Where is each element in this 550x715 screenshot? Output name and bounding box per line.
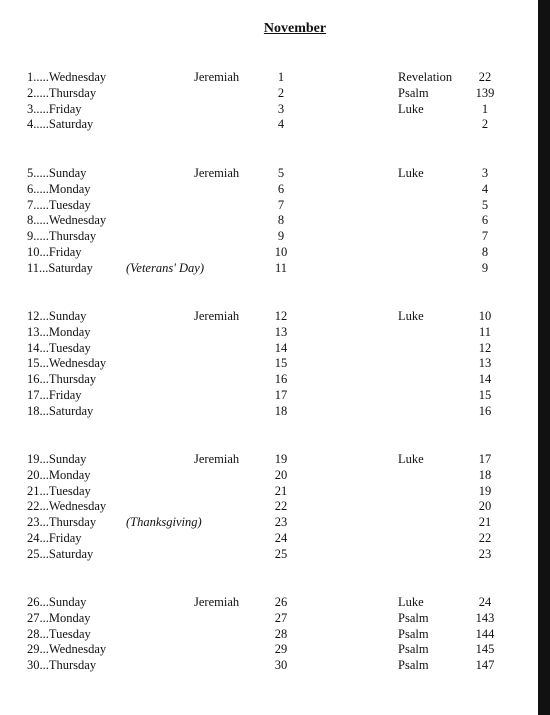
new-testament-book: Psalm (398, 86, 429, 100)
day-label: 12...Sunday (27, 309, 87, 323)
new-testament-chapter: 11 (478, 325, 492, 339)
schedule-row (0, 228, 538, 244)
new-testament-book: Luke (398, 595, 424, 609)
day-label: 27...Monday (27, 611, 91, 625)
old-testament-chapter: 9 (277, 229, 285, 243)
day-label: 1.....Wednesday (27, 70, 107, 84)
new-testament-book: Luke (398, 102, 424, 116)
new-testament-book: Luke (398, 309, 424, 323)
schedule-row (0, 308, 538, 324)
new-testament-chapter: 13 (478, 356, 492, 370)
schedule-row (0, 530, 538, 546)
old-testament-chapter: 12 (274, 309, 288, 323)
new-testament-book: Psalm (398, 611, 429, 625)
new-testament-chapter: 145 (475, 642, 495, 656)
day-label: 2.....Thursday (27, 86, 97, 100)
schedule-row (0, 181, 538, 197)
day-label: 29...Wednesday (27, 642, 107, 656)
schedule-row (0, 324, 538, 340)
new-testament-chapter: 23 (478, 547, 492, 561)
new-testament-chapter: 12 (478, 341, 492, 355)
old-testament-chapter: 22 (274, 499, 288, 513)
day-label: 15...Wednesday (27, 356, 107, 370)
old-testament-chapter: 27 (274, 611, 288, 625)
day-label: 28...Tuesday (27, 627, 91, 641)
new-testament-chapter: 3 (481, 166, 489, 180)
holiday-note: (Thanksgiving) (126, 515, 202, 529)
schedule-row (0, 260, 538, 276)
schedule-row (0, 514, 538, 530)
old-testament-chapter: 26 (274, 595, 288, 609)
schedule-row (0, 451, 538, 467)
new-testament-chapter: 21 (478, 515, 492, 529)
old-testament-chapter: 7 (277, 198, 285, 212)
new-testament-chapter: 16 (478, 404, 492, 418)
old-testament-chapter: 10 (274, 245, 288, 259)
new-testament-chapter: 24 (478, 595, 492, 609)
day-label: 11...Saturday (27, 261, 93, 275)
old-testament-chapter: 20 (274, 468, 288, 482)
schedule-row (0, 610, 538, 626)
new-testament-chapter: 8 (481, 245, 489, 259)
old-testament-book: Jeremiah (194, 309, 240, 323)
day-label: 14...Tuesday (27, 341, 91, 355)
schedule-row (0, 403, 538, 419)
old-testament-chapter: 25 (274, 547, 288, 561)
new-testament-chapter: 9 (481, 261, 489, 275)
schedule-row (0, 483, 538, 499)
old-testament-chapter: 29 (274, 642, 288, 656)
new-testament-chapter: 7 (481, 229, 489, 243)
day-label: 21...Tuesday (27, 484, 91, 498)
old-testament-chapter: 8 (277, 213, 285, 227)
old-testament-book: Jeremiah (194, 166, 240, 180)
new-testament-chapter: 147 (475, 658, 495, 672)
old-testament-chapter: 15 (274, 356, 288, 370)
day-label: 8.....Wednesday (27, 213, 107, 227)
new-testament-chapter: 144 (475, 627, 495, 641)
schedule-row (0, 594, 538, 610)
new-testament-chapter: 143 (475, 611, 495, 625)
schedule-row (0, 69, 538, 85)
new-testament-chapter: 2 (481, 117, 489, 131)
day-label: 26...Sunday (27, 595, 87, 609)
schedule-row (0, 165, 538, 181)
day-label: 13...Monday (27, 325, 91, 339)
day-label: 6.....Monday (27, 182, 91, 196)
old-testament-chapter: 19 (274, 452, 288, 466)
old-testament-chapter: 14 (274, 341, 288, 355)
old-testament-chapter: 23 (274, 515, 288, 529)
old-testament-book: Jeremiah (194, 452, 240, 466)
schedule-row (0, 371, 538, 387)
schedule-row (0, 626, 538, 642)
day-label: 7.....Tuesday (27, 198, 91, 212)
schedule-row (0, 467, 538, 483)
new-testament-chapter: 1 (481, 102, 489, 116)
schedule-row (0, 387, 538, 403)
new-testament-chapter: 4 (481, 182, 489, 196)
old-testament-chapter: 4 (277, 117, 285, 131)
new-testament-chapter: 22 (478, 70, 492, 84)
new-testament-book: Psalm (398, 627, 429, 641)
schedule-row (0, 197, 538, 213)
old-testament-chapter: 11 (274, 261, 288, 275)
day-label: 22...Wednesday (27, 499, 107, 513)
schedule-row (0, 212, 538, 228)
new-testament-book: Psalm (398, 658, 429, 672)
day-label: 23...Thursday (27, 515, 97, 529)
old-testament-chapter: 16 (274, 372, 288, 386)
day-label: 18...Saturday (27, 404, 94, 418)
new-testament-chapter: 19 (478, 484, 492, 498)
new-testament-chapter: 14 (478, 372, 492, 386)
scan-edge (538, 0, 550, 715)
schedule-row (0, 340, 538, 356)
day-label: 19...Sunday (27, 452, 87, 466)
day-label: 24...Friday (27, 531, 82, 545)
old-testament-chapter: 28 (274, 627, 288, 641)
schedule-row (0, 355, 538, 371)
old-testament-chapter: 24 (274, 531, 288, 545)
day-label: 4.....Saturday (27, 117, 94, 131)
old-testament-chapter: 3 (277, 102, 285, 116)
old-testament-chapter: 5 (277, 166, 285, 180)
new-testament-chapter: 5 (481, 198, 489, 212)
old-testament-book: Jeremiah (194, 595, 240, 609)
old-testament-chapter: 18 (274, 404, 288, 418)
schedule-row (0, 641, 538, 657)
schedule-row (0, 101, 538, 117)
old-testament-book: Jeremiah (194, 70, 240, 84)
old-testament-chapter: 6 (277, 182, 285, 196)
schedule-row (0, 546, 538, 562)
holiday-note: (Veterans' Day) (126, 261, 204, 275)
old-testament-chapter: 17 (274, 388, 288, 402)
day-label: 9.....Thursday (27, 229, 97, 243)
new-testament-book: Luke (398, 452, 424, 466)
new-testament-chapter: 10 (478, 309, 492, 323)
new-testament-book: Psalm (398, 642, 429, 656)
schedule-row (0, 85, 538, 101)
day-label: 25...Saturday (27, 547, 94, 561)
day-label: 10...Friday (27, 245, 82, 259)
day-label: 16...Thursday (27, 372, 97, 386)
old-testament-chapter: 13 (274, 325, 288, 339)
new-testament-book: Revelation (398, 70, 453, 84)
day-label: 20...Monday (27, 468, 91, 482)
schedule-row (0, 498, 538, 514)
day-label: 17...Friday (27, 388, 82, 402)
new-testament-chapter: 22 (478, 531, 492, 545)
day-label: 3.....Friday (27, 102, 82, 116)
new-testament-chapter: 17 (478, 452, 492, 466)
day-label: 5.....Sunday (27, 166, 87, 180)
schedule-row (0, 244, 538, 260)
new-testament-chapter: 15 (478, 388, 492, 402)
schedule-row (0, 657, 538, 673)
page-title: November (263, 21, 327, 36)
new-testament-chapter: 139 (475, 86, 495, 100)
old-testament-chapter: 30 (274, 658, 288, 672)
new-testament-book: Luke (398, 166, 424, 180)
old-testament-chapter: 21 (274, 484, 288, 498)
new-testament-chapter: 18 (478, 468, 492, 482)
new-testament-chapter: 6 (481, 213, 489, 227)
old-testament-chapter: 2 (277, 86, 285, 100)
new-testament-chapter: 20 (478, 499, 492, 513)
schedule-row (0, 116, 538, 132)
old-testament-chapter: 1 (277, 70, 285, 84)
day-label: 30...Thursday (27, 658, 97, 672)
